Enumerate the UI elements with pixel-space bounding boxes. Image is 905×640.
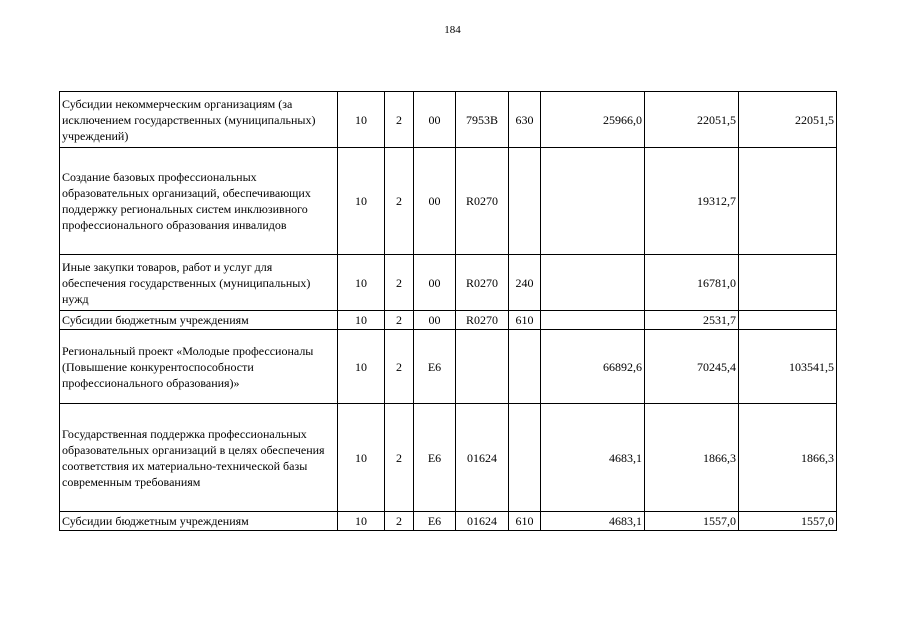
amount-year-3: 1557,0 [739,512,837,531]
target-item-code: R0270 [456,255,509,311]
program-code: 00 [414,311,456,330]
subsection-code: 2 [385,512,414,531]
amount-year-3 [739,148,837,255]
target-item-code: 01624 [456,404,509,512]
amount-year-1: 4683,1 [541,512,645,531]
amount-year-3: 1866,3 [739,404,837,512]
amount-year-2: 70245,4 [645,330,739,404]
table-row [60,311,837,330]
amount-year-3: 103541,5 [739,330,837,404]
expense-type-code: 610 [509,512,541,531]
amount-year-3: 22051,5 [739,92,837,148]
row-description: Государственная поддержка профессиональных образовательных организаций в целях обеспечения соответствия их материально-технической базы современным требованиям [60,404,338,512]
subsection-code: 2 [385,92,414,148]
target-item-code: R0270 [456,148,509,255]
target-item-code: 7953В [456,92,509,148]
expense-type-code [509,330,541,404]
amount-year-1: 4683,1 [541,404,645,512]
program-code: Е6 [414,512,456,531]
row-description: Иные закупки товаров, работ и услуг для обеспечения государственных (муниципальных) нужд [60,255,338,311]
table-row [60,148,837,255]
target-item-code: 01624 [456,512,509,531]
section-code: 10 [338,255,385,311]
expense-type-code: 240 [509,255,541,311]
section-code: 10 [338,330,385,404]
amount-year-3 [739,311,837,330]
amount-year-2: 1866,3 [645,404,739,512]
subsection-code: 2 [385,404,414,512]
target-item-code: R0270 [456,311,509,330]
row-description: Создание базовых профессиональных образовательных организаций, обеспечивающих поддержку региональных систем инклюзивного профессионального образования инвалидов [60,148,338,255]
row-description: Субсидии бюджетным учреждениям [60,311,338,330]
subsection-code: 2 [385,255,414,311]
target-item-code [456,330,509,404]
amount-year-2: 1557,0 [645,512,739,531]
amount-year-2: 16781,0 [645,255,739,311]
section-code: 10 [338,404,385,512]
table-row [60,92,837,148]
amount-year-1 [541,255,645,311]
expense-type-code: 630 [509,92,541,148]
table-row [60,512,837,531]
table-row [60,330,837,404]
table-row [60,404,837,512]
budget-table [59,91,837,531]
subsection-code: 2 [385,330,414,404]
amount-year-1: 66892,6 [541,330,645,404]
amount-year-1: 25966,0 [541,92,645,148]
amount-year-2: 22051,5 [645,92,739,148]
amount-year-3 [739,255,837,311]
section-code: 10 [338,512,385,531]
expense-type-code [509,404,541,512]
amount-year-2: 2531,7 [645,311,739,330]
program-code: Е6 [414,330,456,404]
expense-type-code [509,148,541,255]
section-code: 10 [338,311,385,330]
row-description: Региональный проект «Молодые профессионалы (Повышение конкурентоспособности профессионального образования)» [60,330,338,404]
row-description: Субсидии бюджетным учреждениям [60,512,338,531]
program-code: Е6 [414,404,456,512]
row-description: Субсидии некоммерческим организациям (за исключением государственных (муниципальных) учреждений) [60,92,338,148]
table-row [60,255,837,311]
page-number: 184 [444,24,461,36]
program-code: 00 [414,255,456,311]
expense-type-code: 610 [509,311,541,330]
program-code: 00 [414,92,456,148]
amount-year-1 [541,148,645,255]
amount-year-2: 19312,7 [645,148,739,255]
subsection-code: 2 [385,311,414,330]
section-code: 10 [338,92,385,148]
subsection-code: 2 [385,148,414,255]
program-code: 00 [414,148,456,255]
amount-year-1 [541,311,645,330]
section-code: 10 [338,148,385,255]
